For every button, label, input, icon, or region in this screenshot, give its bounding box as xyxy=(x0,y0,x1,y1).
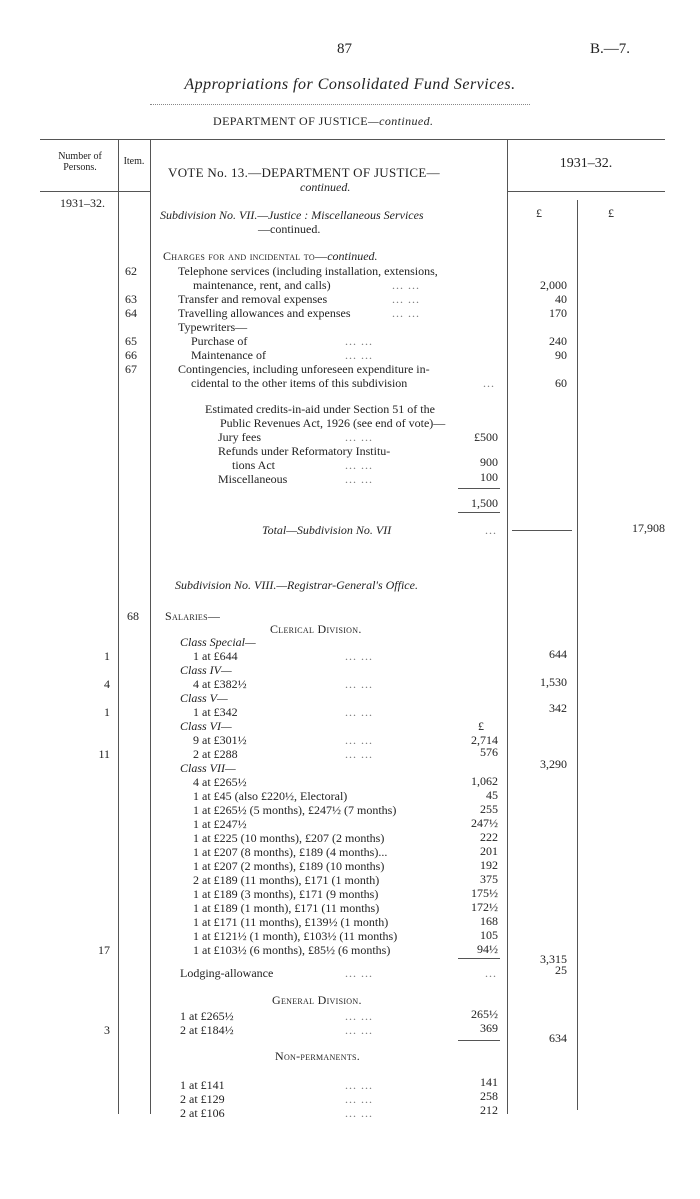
title-rule xyxy=(150,104,530,105)
salary-amount: 255 xyxy=(480,802,498,816)
item-text: Travelling allowances and expenses xyxy=(178,306,351,320)
salary-line: 1 at £265½ (5 months), £247½ (7 months) xyxy=(193,803,397,817)
class-heading: Class Special— xyxy=(180,635,256,649)
salary-amount: 258 xyxy=(480,1089,498,1103)
salary-line: 2 at £184½ xyxy=(180,1023,234,1037)
column-rule-total xyxy=(577,200,578,1110)
clerical-division-heading: Clerical Division. xyxy=(270,622,362,636)
class-heading: Class V— xyxy=(180,691,228,705)
table-top-rule xyxy=(40,139,665,140)
credits-total: 1,500 xyxy=(471,496,498,510)
charges-cont: continued. xyxy=(327,249,378,263)
salary-line: 1 at £207 (2 months), £189 (10 months) xyxy=(193,859,385,873)
leader-dots: ... xyxy=(485,523,497,537)
salary-amount: 576 xyxy=(480,745,498,759)
salary-line: 1 at £103½ (6 months), £85½ (6 months) xyxy=(193,943,391,957)
item-number: 67 xyxy=(125,362,137,376)
leader-dots: ... ... xyxy=(345,649,373,663)
class-amount: 3,315 xyxy=(540,952,567,966)
leader-dots: ... ... xyxy=(345,1106,373,1120)
salary-amount: 201 xyxy=(480,844,498,858)
leader-dots: ... ... xyxy=(392,306,420,320)
salary-line: 1 at £141 xyxy=(180,1078,225,1092)
credit-label: Miscellaneous xyxy=(218,472,288,486)
document-reference: B.—7. xyxy=(590,41,631,57)
salary-amount: 222 xyxy=(480,830,498,844)
salary-amount: 141 xyxy=(480,1075,498,1089)
credits-title: Public Revenues Act, 1926 (see end of vote)— xyxy=(220,416,446,430)
leader-dots: ... ... xyxy=(345,733,373,747)
subdivision-7-total-label: Total—Subdivision No. VII xyxy=(262,523,392,537)
leader-dots: ... ... xyxy=(392,292,420,306)
item-text: Maintenance of xyxy=(191,348,266,362)
salary-line: 4 at £382½ xyxy=(193,677,247,691)
table-head-rule-left xyxy=(40,191,118,192)
credit-amount: 100 xyxy=(480,470,498,484)
class-amount: 3,290 xyxy=(540,757,567,771)
salary-amount: 247½ xyxy=(471,816,498,830)
general-rule xyxy=(458,1040,500,1041)
page-number: 87 xyxy=(337,41,352,57)
salary-amount: 2,714 xyxy=(471,733,498,747)
item-number: 65 xyxy=(125,334,137,348)
salary-line: 1 at £207 (8 months), £189 (4 months)... xyxy=(193,845,388,859)
leader-dots: ... ... xyxy=(345,705,373,719)
leader-dots: ... ... xyxy=(345,747,373,761)
item-column-header: Item. xyxy=(123,156,145,167)
salary-amount: 172½ xyxy=(471,900,498,914)
salary-amount: 369 xyxy=(480,1021,498,1035)
department-cont: —continued. xyxy=(368,114,434,128)
item-number: 63 xyxy=(125,292,137,306)
class-vii-rule xyxy=(458,958,500,959)
salary-amount: 94½ xyxy=(477,942,498,956)
leader-dots: ... ... xyxy=(345,677,373,691)
item-number: 62 xyxy=(125,264,137,278)
item-amount: 40 xyxy=(555,292,567,306)
persons-year: 1931–32. xyxy=(60,196,105,210)
table-head-rule-right xyxy=(507,191,665,192)
persons-count: 1 xyxy=(104,649,110,663)
salary-amount: 168 xyxy=(480,914,498,928)
persons-count: 4 xyxy=(104,677,110,691)
salary-line: 2 at £129 xyxy=(180,1092,225,1106)
salary-line: 1 at £342 xyxy=(193,705,238,719)
salary-amount: 192 xyxy=(480,858,498,872)
leader-dots: ... ... xyxy=(345,966,373,980)
persons-column-header: Number of Persons. xyxy=(58,151,102,173)
leader-dots: ... ... xyxy=(345,1078,373,1092)
item-text: Purchase of xyxy=(191,334,248,348)
pound-sign-amount: £ xyxy=(536,206,542,220)
salary-line: 2 at £288 xyxy=(193,747,238,761)
salary-amount: 175½ xyxy=(471,886,498,900)
general-division-heading: General Division. xyxy=(272,993,362,1007)
table-head-rule-item xyxy=(118,191,150,192)
page-title: Appropriations for Consolidated Fund Services. xyxy=(184,76,516,93)
salary-amount: 212 xyxy=(480,1103,498,1117)
year-column-header: 1931–32. xyxy=(559,156,613,171)
item-number: 64 xyxy=(125,306,137,320)
credit-label: tions Act xyxy=(232,458,276,472)
credits-rule-bottom xyxy=(458,512,500,513)
salaries-heading: Salaries— xyxy=(165,609,221,623)
salary-amount: 45 xyxy=(486,788,498,802)
item-text: Contingencies, including unforeseen expenditure in- xyxy=(178,362,430,376)
class-heading: Class VI— xyxy=(180,719,232,733)
salary-line: 1 at £171 (11 months), £139½ (1 month) xyxy=(193,915,389,929)
leader-dots: ... ... xyxy=(345,1023,373,1037)
lodging-label: Lodging-allowance xyxy=(180,966,274,980)
salary-amount: 265½ xyxy=(471,1007,498,1021)
salary-line: 2 at £189 (11 months), £171 (1 month) xyxy=(193,873,380,887)
salary-amount: 375 xyxy=(480,872,498,886)
non-permanents-heading: Non-permanents. xyxy=(275,1049,361,1063)
leader-dots: ... xyxy=(485,966,497,980)
credit-label: Refunds under Reformatory Institu- xyxy=(218,444,391,458)
vote-title-cont: continued. xyxy=(300,180,351,194)
subdivision-8-title: Subdivision No. VIII.—Registrar-General's Office. xyxy=(175,578,418,592)
vote-title: VOTE No. 13.—DEPARTMENT OF JUSTICE— xyxy=(168,165,440,180)
item-text: Transfer and removal expenses xyxy=(178,292,328,306)
salary-amount: 105 xyxy=(480,928,498,942)
leader-dots: ... ... xyxy=(345,430,373,444)
charges-heading xyxy=(163,249,378,263)
class-heading: Class IV— xyxy=(180,663,232,677)
subdivision-7-total: 17,908 xyxy=(632,521,665,535)
total-rule xyxy=(512,530,572,531)
item-text: Telephone services (including installation, extensions, xyxy=(178,264,438,278)
credit-amount: £500 xyxy=(474,430,498,444)
item-number: 66 xyxy=(125,348,137,362)
leader-dots: ... ... xyxy=(345,348,373,362)
subdivision-7-cont: —continued. xyxy=(258,222,321,236)
sub-pound-sign: £ xyxy=(478,719,484,733)
persons-count: 17 xyxy=(98,943,110,957)
leader-dots: ... ... xyxy=(345,334,373,348)
salary-line: 1 at £45 (also £220½, Electoral) xyxy=(193,789,348,803)
general-amount: 634 xyxy=(549,1031,567,1045)
salary-line: 2 at £106 xyxy=(180,1106,225,1120)
salary-line: 1 at £189 (3 months), £171 (9 months) xyxy=(193,887,379,901)
leader-dots: ... xyxy=(483,376,495,390)
credit-label: Jury fees xyxy=(218,430,261,444)
item-text: maintenance, rent, and calls) xyxy=(193,278,331,292)
item-text: cidental to the other items of this subdivision xyxy=(191,376,408,390)
leader-dots: ... ... xyxy=(392,278,420,292)
item-amount: 2,000 xyxy=(540,278,567,292)
item-amount: 240 xyxy=(549,334,567,348)
lodging-amount: 25 xyxy=(555,963,567,977)
salary-line: 1 at £644 xyxy=(193,649,238,663)
item-amount: 170 xyxy=(549,306,567,320)
item-amount: 90 xyxy=(555,348,567,362)
credits-rule xyxy=(458,488,500,489)
subdivision-7-title: Subdivision No. VII.—Justice : Miscellaneous Services xyxy=(160,208,424,222)
salary-amount: 1,062 xyxy=(471,774,498,788)
class-amount: 644 xyxy=(549,647,567,661)
persons-count: 3 xyxy=(104,1023,110,1037)
class-heading: Class VII— xyxy=(180,761,236,775)
column-rule-persons xyxy=(118,139,119,1114)
department-name: DEPARTMENT OF JUSTICE xyxy=(213,114,369,128)
salary-line: 9 at £301½ xyxy=(193,733,247,747)
salary-line: 1 at £121½ (1 month), £103½ (11 months) xyxy=(193,929,398,943)
persons-count: 11 xyxy=(98,747,110,761)
leader-dots: ... ... xyxy=(345,458,373,472)
salary-line: 1 at £189 (1 month), £171 (11 months) xyxy=(193,901,380,915)
charges-label: Charges for and incidental to— xyxy=(163,249,328,263)
leader-dots: ... ... xyxy=(345,472,373,486)
persons-count: 1 xyxy=(104,705,110,719)
salary-line: 1 at £265½ xyxy=(180,1009,234,1023)
class-amount: 1,530 xyxy=(540,675,567,689)
item-text: Typewriters— xyxy=(178,320,248,334)
pound-sign-total: £ xyxy=(608,206,614,220)
credit-amount: 900 xyxy=(480,455,498,469)
class-amount: 342 xyxy=(549,701,567,715)
leader-dots: ... ... xyxy=(345,1092,373,1106)
salary-line: 1 at £225 (10 months), £207 (2 months) xyxy=(193,831,385,845)
salary-line: 4 at £265½ xyxy=(193,775,247,789)
department-heading xyxy=(213,114,433,128)
leader-dots: ... ... xyxy=(345,1009,373,1023)
item-amount: 60 xyxy=(555,376,567,390)
item-number: 68 xyxy=(127,609,139,623)
column-rule-item xyxy=(150,139,151,1114)
salary-line: 1 at £247½ xyxy=(193,817,247,831)
credits-title: Estimated credits-in-aid under Section 51 of the xyxy=(205,402,435,416)
